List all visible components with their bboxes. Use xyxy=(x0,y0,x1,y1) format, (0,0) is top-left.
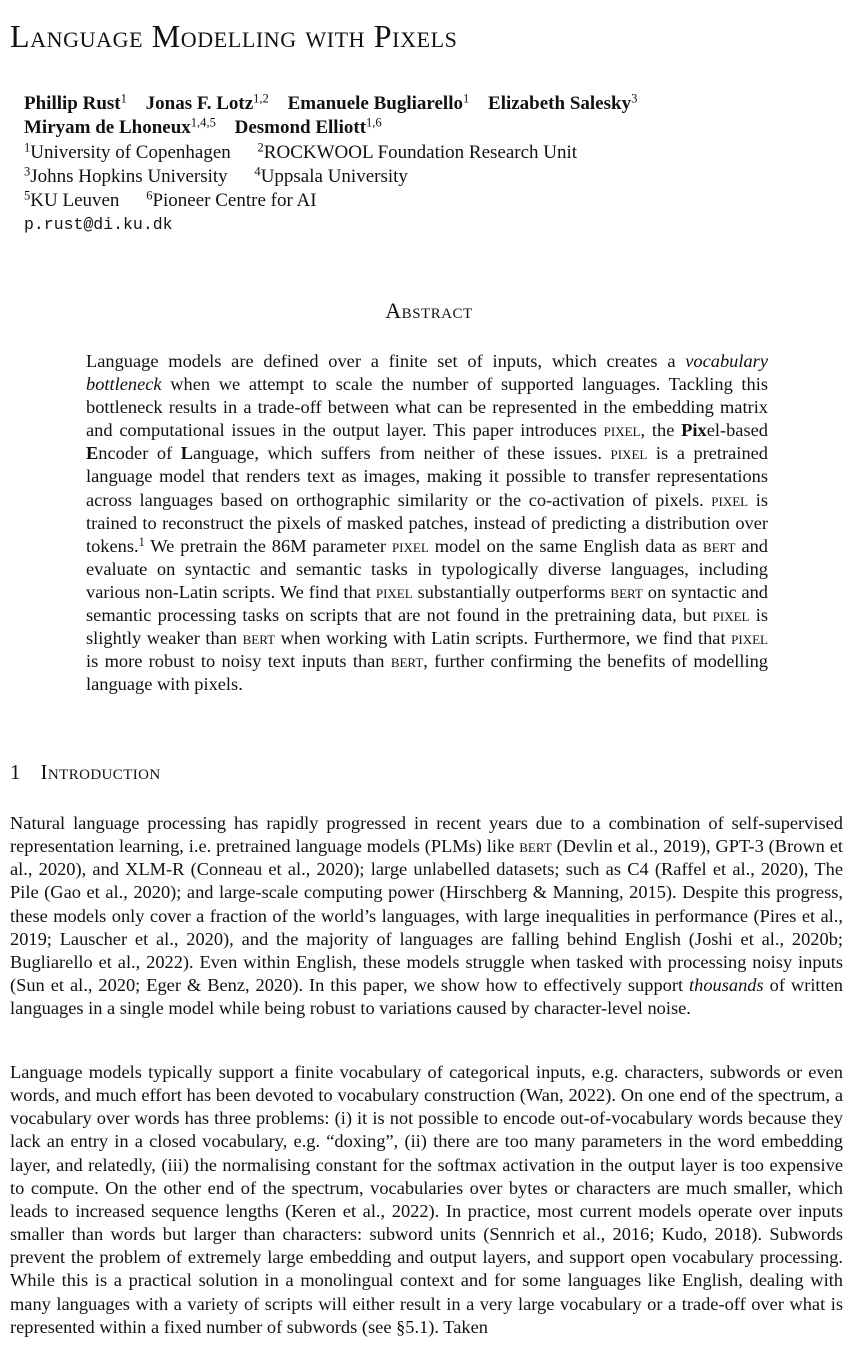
model-name: pixel xyxy=(391,535,429,556)
model-name: pixel xyxy=(375,581,413,602)
affiliation-row xyxy=(24,189,824,213)
author: Emanuele Bugliarello$^1$ xyxy=(287,91,470,114)
author: Phillip Rust$^1$ xyxy=(24,91,127,114)
text-run: Pix xyxy=(681,420,707,441)
affiliation: $^2$ROCKWOOL Foundation Research Unit xyxy=(257,140,578,163)
intro-paragraph: Natural language processing has rapidly progressed in recent years due to a combination of self-supervised representation learning, i.e. pretrained language models (PLMs) like bert (Devlin et al., 2019), GPT-3 (Brown et al., 2020), and XLM-R (Conneau et al., 2020); large unlabelled datasets; such as C4 (Raffel et al., 2020), The Pile (Gao et al., 2020); and large-scale computing power (Hirschberg & Manning, 2015). Despite this progress, these models only cover a fraction of the world’s languages, with large inequalities in performance (Pires et al., 2019; Lauscher et al., 2020), and the majority of languages are falling behind English (Joshi et al., 2020b; Bugliarello et al., 2022). Even within English, these models struggle when tasked with processing noisy inputs (Sun et al., 2020; Eger & Benz, 2020). In this paper, we show how to effectively support thousands of written languages in a single model while being robust to variations caused by character-level noise. xyxy=(10,813,844,1019)
text-run: vocabulary bottleneck xyxy=(86,351,768,395)
affiliation: $^4$Uppsala University xyxy=(254,164,408,187)
affiliation: $^1$University of Copenhagen xyxy=(24,140,231,163)
contact-email: p.rust@di.ku.dk xyxy=(24,215,173,234)
paper-title: Language Modelling with Pixels xyxy=(10,18,458,54)
section-number: 1 xyxy=(10,760,21,784)
affiliation: $^3$Johns Hopkins University xyxy=(24,164,228,187)
author: Jonas F. Lotz$^{1,2}$ xyxy=(145,91,269,114)
text-run: thousands xyxy=(689,975,764,996)
model-name: pixel xyxy=(712,605,750,626)
abstract-heading: Abstract xyxy=(385,298,473,323)
text-run: 1 xyxy=(138,534,145,549)
author-row xyxy=(24,116,824,140)
model-name: pixel xyxy=(603,420,641,441)
model-name: pixel xyxy=(711,489,749,510)
author-row xyxy=(24,92,824,116)
author: Desmond Elliott$^{1,6}$ xyxy=(234,115,382,138)
author-block xyxy=(24,92,824,236)
model-name: pixel xyxy=(610,443,648,464)
author: Elizabeth Salesky$^3$ xyxy=(488,91,638,114)
model-name: bert xyxy=(390,651,424,672)
model-name: pixel xyxy=(731,628,768,649)
section-heading xyxy=(10,760,161,785)
affiliation: $^6$Pioneer Centre for AI xyxy=(146,188,317,211)
affiliations xyxy=(24,141,824,213)
model-name: bert xyxy=(242,628,276,649)
affiliation-row xyxy=(24,165,824,189)
author: Miryam de Lhoneux$^{1,4,5}$ xyxy=(24,115,216,138)
text-run: E xyxy=(86,443,99,464)
model-name: bert xyxy=(519,836,552,857)
affiliation: $^5$KU Leuven xyxy=(24,188,120,211)
model-name: bert xyxy=(610,581,643,602)
intro-paragraph: Language models typically support a finite vocabulary of categorical inputs, e.g. characters, subwords or even words, and much effort has been devoted to vocabulary construction (Wan, 2022). On one end of the spectrum, a vocabulary over words has three problems: (i) it is not possible to encode out-of-vocabulary words because they lack an entry in a closed vocabulary, e.g. “doxing”, (ii) there are too many parameters in the word embedding layer, and relatedly, (iii) the normalising constant for the softmax activation in the output layer is too expensive to compute. On the other end of the spectrum, vocabularies over bytes or characters are much smaller, which leads to increased sequence lengths (Keren et al., 2022). In practice, most current models operate over inputs smaller than words but larger than characters: subword units (Sennrich et al., 2016; Kudo, 2018). Subwords prevent the problem of extremely large embedding and output layers, and support open vocabulary processing. While this is a practical solution in a monolingual context and for some languages like English, dealing with many languages with a variety of scripts will either result in a very large vocabulary or a trade-off over what is represented within a fixed number of subwords (see §5.1). Taken xyxy=(10,1062,843,1337)
model-name: bert xyxy=(703,535,736,556)
section-title: Introduction xyxy=(40,760,161,784)
text-run: L xyxy=(180,443,194,464)
affiliation-row xyxy=(24,141,824,165)
abstract-text: Language models are defined over a finite set of inputs, which creates a vocabulary bottleneck when we attempt to scale the number of supported languages. Tackling this bottleneck results in a trade-off between what can be represented in the embedding matrix and computational issues in the output layer. This paper introduces pixel, the Pixel-based Encoder of Language, which suffers from neither of these issues. pixel is a pretrained language model that renders text as images, making it possible to transfer representations across languages based on orthographic similarity or the co-activation of pixels. pixel is trained to reconstruct the pixels of masked patches, instead of predicting a distribution over tokens.$^1$ We pretrain the 86M parameter pixel model on the same English data as bert and evaluate on syntactic and semantic tasks in typologically diverse languages, including various non-Latin scripts. We find that pixel substantially outperforms bert on syntactic and semantic processing tasks on scripts that are not found in the pretraining data, but pixel is slightly weaker than bert when working with Latin scripts. Furthermore, we find that pixel is more robust to noisy text inputs than bert, further confirming the benefits of modelling language with pixels. xyxy=(86,351,769,695)
